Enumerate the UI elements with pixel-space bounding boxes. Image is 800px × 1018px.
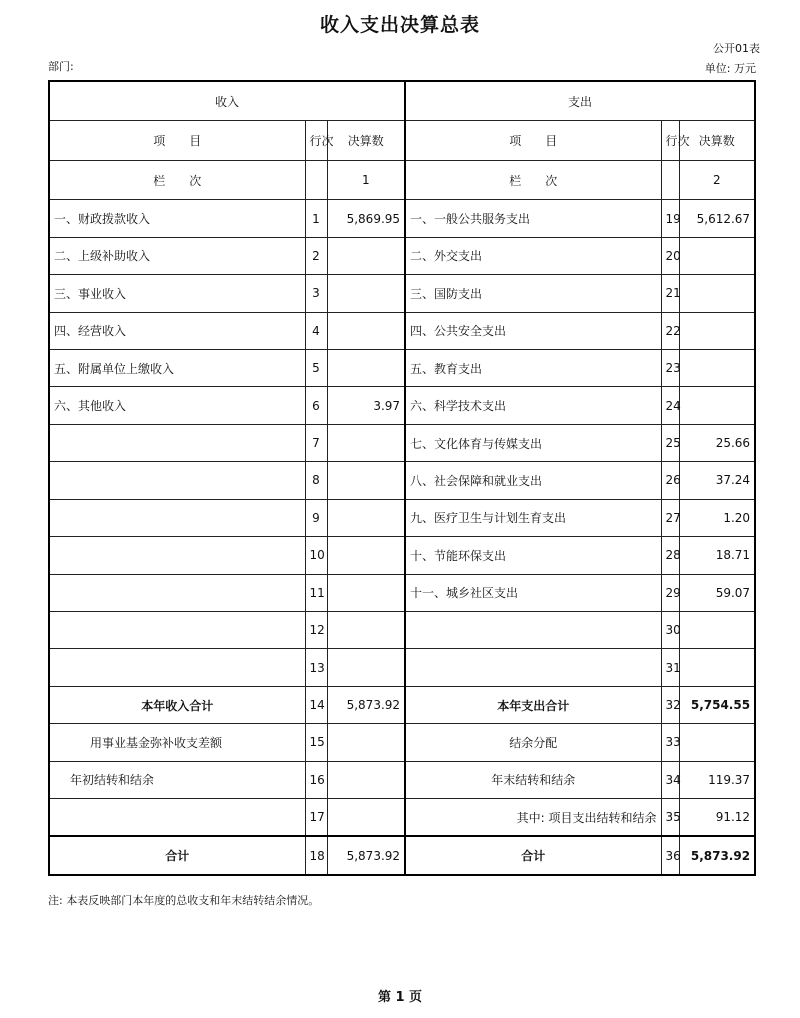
unit-label: 单位: 万元 xyxy=(704,62,756,75)
table-row xyxy=(49,237,755,274)
expense-amount xyxy=(679,275,755,312)
expense-column-number: 2 xyxy=(679,160,755,199)
expense-amount-header: 决算数 xyxy=(679,121,755,160)
income-index-blank xyxy=(305,160,327,199)
income-expense-table xyxy=(48,80,756,876)
table-row xyxy=(49,275,755,312)
page-number: 第 1 页 xyxy=(377,990,423,1005)
income-item xyxy=(49,424,305,461)
income-index-label: 栏 次 xyxy=(49,160,305,199)
expense-item: 四、公共安全支出 xyxy=(405,312,661,349)
expense-item: 五、教育支出 xyxy=(405,350,661,387)
income-item xyxy=(49,462,305,499)
fund-cover-label: 用事业基金弥补收支差额 xyxy=(49,724,305,761)
form-number: 公开01表 xyxy=(713,42,760,55)
income-item xyxy=(49,574,305,611)
income-item xyxy=(49,649,305,686)
income-amount xyxy=(327,275,405,312)
blank-row-no: 17 xyxy=(305,799,327,837)
expense-amount xyxy=(679,312,755,349)
expense-item: 二、外交支出 xyxy=(405,237,661,274)
table-row xyxy=(49,424,755,461)
income-amount xyxy=(327,574,405,611)
income-item: 四、经营收入 xyxy=(49,312,305,349)
expense-amount xyxy=(679,611,755,648)
income-row-no: 2 xyxy=(305,237,327,274)
income-grand-total-value: 5,873.92 xyxy=(327,836,405,875)
project-balance-label: 其中: 项目支出结转和结余 xyxy=(405,799,661,837)
expense-item: 一、一般公共服务支出 xyxy=(405,200,661,237)
expense-row-no: 28 xyxy=(661,537,679,574)
table-row xyxy=(49,649,755,686)
fund-cover-row-no: 15 xyxy=(305,724,327,761)
begin-balance-label: 年初结转和结余 xyxy=(49,761,305,798)
income-row-no: 8 xyxy=(305,462,327,499)
income-amount xyxy=(327,499,405,536)
income-amount: 3.97 xyxy=(327,387,405,424)
expense-row-no: 27 xyxy=(661,499,679,536)
income-row-no: 13 xyxy=(305,649,327,686)
section-header-row xyxy=(49,81,755,121)
income-header: 收入 xyxy=(49,81,405,121)
footnote: 注: 本表反映部门本年度的总收支和年末结转结余情况。 xyxy=(48,894,320,907)
year-expense-total-row-no: 32 xyxy=(661,686,679,723)
department-label: 部门: xyxy=(48,60,74,73)
expense-item: 十一、城乡社区支出 xyxy=(405,574,661,611)
expense-row-no: 31 xyxy=(661,649,679,686)
surplus-alloc-row-no: 33 xyxy=(661,724,679,761)
year-total-row xyxy=(49,686,755,723)
income-item xyxy=(49,499,305,536)
income-row-no: 1 xyxy=(305,200,327,237)
expense-index-blank xyxy=(661,160,679,199)
table-row xyxy=(49,312,755,349)
expense-amount: 1.20 xyxy=(679,499,755,536)
income-item: 三、事业收入 xyxy=(49,275,305,312)
income-amount xyxy=(327,237,405,274)
income-column-number: 1 xyxy=(327,160,405,199)
end-balance-label: 年末结转和结余 xyxy=(405,761,661,798)
table-row xyxy=(49,499,755,536)
expense-item-header: 项 目 xyxy=(405,121,661,160)
expense-grand-total-label: 合计 xyxy=(405,836,661,875)
expense-row-no: 20 xyxy=(661,237,679,274)
income-amount xyxy=(327,611,405,648)
year-income-total-row-no: 14 xyxy=(305,686,327,723)
table-row xyxy=(49,387,755,424)
income-amount xyxy=(327,537,405,574)
income-row-no: 11 xyxy=(305,574,327,611)
expense-row-header: 行次 xyxy=(661,121,679,160)
expense-amount: 5,612.67 xyxy=(679,200,755,237)
income-row-no: 4 xyxy=(305,312,327,349)
expense-amount: 18.71 xyxy=(679,537,755,574)
project-balance-row-no: 35 xyxy=(661,799,679,837)
year-income-total-value: 5,873.92 xyxy=(327,686,405,723)
surplus-alloc-label: 结余分配 xyxy=(405,724,661,761)
expense-item: 三、国防支出 xyxy=(405,275,661,312)
year-income-total-label: 本年收入合计 xyxy=(49,686,305,723)
blank-value xyxy=(327,799,405,837)
income-item xyxy=(49,537,305,574)
income-row-no: 10 xyxy=(305,537,327,574)
expense-row-no: 22 xyxy=(661,312,679,349)
table-row xyxy=(49,537,755,574)
year-expense-total-label: 本年支出合计 xyxy=(405,686,661,723)
expense-index-label: 栏 次 xyxy=(405,160,661,199)
balance-row xyxy=(49,761,755,798)
income-row-no: 12 xyxy=(305,611,327,648)
table-row xyxy=(49,574,755,611)
expense-grand-row-no: 36 xyxy=(661,836,679,875)
year-expense-total-value: 5,754.55 xyxy=(679,686,755,723)
income-grand-total-label: 合计 xyxy=(49,836,305,875)
income-item xyxy=(49,611,305,648)
expense-row-no: 24 xyxy=(661,387,679,424)
fund-cover-row xyxy=(49,724,755,761)
expense-item: 八、社会保障和就业支出 xyxy=(405,462,661,499)
expense-row-no: 19 xyxy=(661,200,679,237)
column-index-row xyxy=(49,160,755,199)
page-title: 收入支出决算总表 xyxy=(319,14,480,36)
expense-row-no: 30 xyxy=(661,611,679,648)
income-amount xyxy=(327,424,405,461)
column-header-row xyxy=(49,121,755,160)
expense-item: 七、文化体育与传媒支出 xyxy=(405,424,661,461)
income-amount xyxy=(327,649,405,686)
expense-amount xyxy=(679,350,755,387)
fund-cover-value xyxy=(327,724,405,761)
project-balance-value: 91.12 xyxy=(679,799,755,837)
expense-amount xyxy=(679,237,755,274)
expense-header: 支出 xyxy=(405,81,755,121)
expense-amount xyxy=(679,387,755,424)
income-amount: 5,869.95 xyxy=(327,200,405,237)
project-balance-row xyxy=(49,799,755,837)
table-row xyxy=(49,611,755,648)
table-row xyxy=(49,462,755,499)
income-amount-header: 决算数 xyxy=(327,121,405,160)
income-row-header: 行次 xyxy=(305,121,327,160)
surplus-alloc-value xyxy=(679,724,755,761)
expense-amount: 25.66 xyxy=(679,424,755,461)
begin-balance-value xyxy=(327,761,405,798)
expense-item xyxy=(405,611,661,648)
begin-balance-row-no: 16 xyxy=(305,761,327,798)
table-row xyxy=(49,350,755,387)
income-amount xyxy=(327,462,405,499)
expense-item xyxy=(405,649,661,686)
income-row-no: 3 xyxy=(305,275,327,312)
income-row-no: 7 xyxy=(305,424,327,461)
expense-amount: 59.07 xyxy=(679,574,755,611)
end-balance-value: 119.37 xyxy=(679,761,755,798)
income-amount xyxy=(327,350,405,387)
income-grand-row-no: 18 xyxy=(305,836,327,875)
income-amount xyxy=(327,312,405,349)
expense-row-no: 21 xyxy=(661,275,679,312)
expense-item: 九、医疗卫生与计划生育支出 xyxy=(405,499,661,536)
expense-row-no: 29 xyxy=(661,574,679,611)
income-item: 一、财政拨款收入 xyxy=(49,200,305,237)
income-row-no: 9 xyxy=(305,499,327,536)
expense-row-no: 25 xyxy=(661,424,679,461)
expense-row-no: 26 xyxy=(661,462,679,499)
income-item-header: 项 目 xyxy=(49,121,305,160)
expense-amount: 37.24 xyxy=(679,462,755,499)
income-item: 二、上级补助收入 xyxy=(49,237,305,274)
end-balance-row-no: 34 xyxy=(661,761,679,798)
blank-item xyxy=(49,799,305,837)
income-row-no: 6 xyxy=(305,387,327,424)
income-row-no: 5 xyxy=(305,350,327,387)
expense-row-no: 23 xyxy=(661,350,679,387)
table-row xyxy=(49,200,755,237)
income-item: 五、附属单位上缴收入 xyxy=(49,350,305,387)
grand-total-row xyxy=(49,836,755,875)
expense-amount xyxy=(679,649,755,686)
income-item: 六、其他收入 xyxy=(49,387,305,424)
expense-grand-total-value: 5,873.92 xyxy=(679,836,755,875)
expense-item: 十、节能环保支出 xyxy=(405,537,661,574)
expense-item: 六、科学技术支出 xyxy=(405,387,661,424)
